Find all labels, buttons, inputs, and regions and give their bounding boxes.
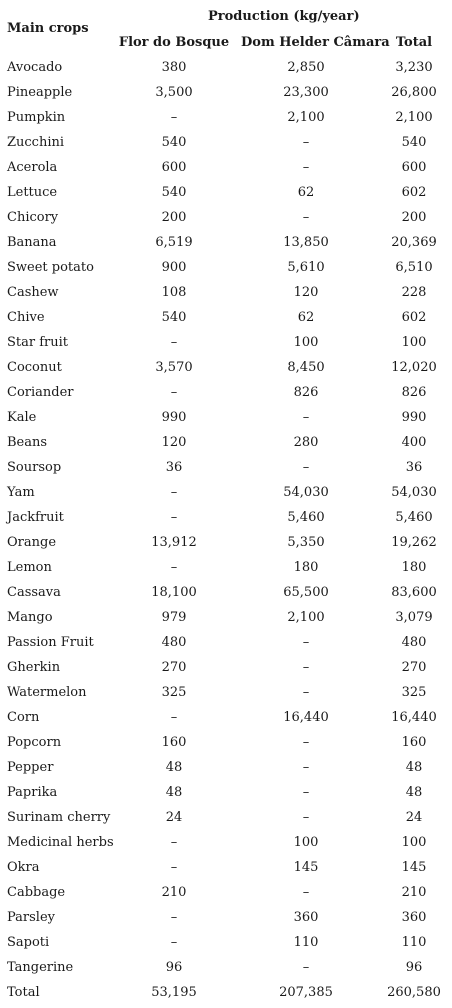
table-row <box>0 829 452 854</box>
total-value: 96 <box>405 960 423 975</box>
flor-do-bosque-value: – <box>170 335 178 350</box>
total-value: 180 <box>401 560 427 575</box>
table-row <box>0 104 452 129</box>
table-row <box>0 354 452 379</box>
table-row <box>0 779 452 804</box>
flor-do-bosque-value: 210 <box>161 885 187 900</box>
crop-name: Pumpkin <box>7 110 66 125</box>
flor-do-bosque-value: 480 <box>161 635 187 650</box>
crop-name: Total <box>7 985 40 1000</box>
table-row <box>0 229 452 254</box>
crop-name: Zucchini <box>7 135 65 150</box>
dom-helder-camara-value: 62 <box>297 310 315 325</box>
table-row <box>0 379 452 404</box>
table-row <box>0 879 452 904</box>
header-production: Production (kg/year) <box>208 9 360 24</box>
header-main-crops: Main crops <box>7 21 89 36</box>
flor-do-bosque-value: – <box>170 710 178 725</box>
dom-helder-camara-value: – <box>302 735 310 750</box>
total-value: 54,030 <box>391 485 437 500</box>
total-value: 540 <box>401 135 427 150</box>
table-row <box>0 404 452 429</box>
table-row <box>0 279 452 304</box>
flor-do-bosque-value: – <box>170 510 178 525</box>
flor-do-bosque-value: 200 <box>161 210 187 225</box>
flor-do-bosque-value: 380 <box>161 60 187 75</box>
crop-name: Avocado <box>7 60 63 75</box>
dom-helder-camara-value: 65,500 <box>283 585 329 600</box>
dom-helder-camara-value: – <box>302 685 310 700</box>
crop-name: Cabbage <box>7 885 66 900</box>
total-value: 400 <box>401 435 427 450</box>
dom-helder-camara-value: 2,100 <box>287 110 325 125</box>
crop-name: Soursop <box>7 460 62 475</box>
table-row <box>0 554 452 579</box>
flor-do-bosque-value: 36 <box>165 460 183 475</box>
crop-name: Lettuce <box>7 185 58 200</box>
total-value: 6,510 <box>395 260 433 275</box>
crop-name: Sapoti <box>7 935 50 950</box>
table-row <box>0 479 452 504</box>
crop-name: Medicinal herbs <box>7 835 114 850</box>
crop-name: Coconut <box>7 360 62 375</box>
total-value: 260,580 <box>387 985 441 1000</box>
dom-helder-camara-value: 8,450 <box>287 360 325 375</box>
table-row <box>0 604 452 629</box>
total-value: 3,230 <box>395 60 433 75</box>
dom-helder-camara-value: 23,300 <box>283 85 329 100</box>
table-row <box>0 254 452 279</box>
table-row <box>0 504 452 529</box>
dom-helder-camara-value: – <box>302 810 310 825</box>
table-row <box>0 529 452 554</box>
total-value: 145 <box>401 860 427 875</box>
table-row <box>0 154 452 179</box>
header-flor-do-bosque: Flor do Bosque <box>118 35 230 50</box>
dom-helder-camara-value: 360 <box>293 910 319 925</box>
flor-do-bosque-value: 96 <box>165 960 183 975</box>
crop-name: Orange <box>7 535 57 550</box>
table-row <box>0 129 452 154</box>
flor-do-bosque-value: 540 <box>161 135 187 150</box>
dom-helder-camara-value: 2,100 <box>287 610 325 625</box>
dom-helder-camara-value: 280 <box>293 435 319 450</box>
total-value: 360 <box>401 910 427 925</box>
dom-helder-camara-value: – <box>302 410 310 425</box>
table-row <box>0 54 452 79</box>
crop-name: Parsley <box>7 910 55 925</box>
dom-helder-camara-value: – <box>302 960 310 975</box>
table-row <box>0 904 452 929</box>
total-value: 36 <box>405 460 423 475</box>
dom-helder-camara-value: 207,385 <box>279 985 333 1000</box>
total-value: 228 <box>401 285 427 300</box>
table-row <box>0 954 452 979</box>
table-row <box>0 454 452 479</box>
table-row <box>0 429 452 454</box>
header-dom-helder-camara: Dom Helder Câmara <box>241 35 390 50</box>
crop-name: Star fruit <box>7 335 69 350</box>
table-row <box>0 704 452 729</box>
total-value: 100 <box>401 835 427 850</box>
total-value: 480 <box>401 635 427 650</box>
dom-helder-camara-value: 826 <box>293 385 319 400</box>
crop-name: Tangerine <box>7 960 74 975</box>
total-value: 602 <box>401 310 427 325</box>
crop-name: Beans <box>7 435 48 450</box>
table-header <box>0 0 452 54</box>
crop-name: Cashew <box>7 285 59 300</box>
total-value: 826 <box>401 385 427 400</box>
table-row <box>0 804 452 829</box>
flor-do-bosque-value: 3,570 <box>155 360 193 375</box>
flor-do-bosque-value: – <box>170 835 178 850</box>
dom-helder-camara-value: – <box>302 885 310 900</box>
crop-name: Paprika <box>7 785 58 800</box>
header-total: Total <box>395 35 433 50</box>
crop-name: Kale <box>7 410 37 425</box>
dom-helder-camara-value: – <box>302 660 310 675</box>
crop-name: Popcorn <box>7 735 62 750</box>
dom-helder-camara-value: – <box>302 635 310 650</box>
table-row <box>0 304 452 329</box>
table-body <box>0 54 452 1004</box>
total-value: 110 <box>401 935 427 950</box>
total-value: 48 <box>405 785 423 800</box>
table-row <box>0 729 452 754</box>
flor-do-bosque-value: 990 <box>161 410 187 425</box>
flor-do-bosque-value: – <box>170 935 178 950</box>
table-row <box>0 854 452 879</box>
crop-name: Cassava <box>7 585 61 600</box>
crop-name: Pineapple <box>7 85 73 100</box>
flor-do-bosque-value: 540 <box>161 185 187 200</box>
dom-helder-camara-value: – <box>302 760 310 775</box>
crop-name: Sweet potato <box>7 260 94 275</box>
crop-name: Pepper <box>7 760 54 775</box>
total-value: 26,800 <box>391 85 437 100</box>
total-value: 325 <box>401 685 427 700</box>
flor-do-bosque-value: – <box>170 860 178 875</box>
dom-helder-camara-value: – <box>302 785 310 800</box>
table-row <box>0 679 452 704</box>
table-row <box>0 579 452 604</box>
dom-helder-camara-value: 110 <box>293 935 319 950</box>
table-row <box>0 179 452 204</box>
flor-do-bosque-value: – <box>170 910 178 925</box>
flor-do-bosque-value: 3,500 <box>155 85 193 100</box>
total-value: 100 <box>401 335 427 350</box>
table-row <box>0 329 452 354</box>
flor-do-bosque-value: 24 <box>165 810 183 825</box>
table-row <box>0 629 452 654</box>
crop-name: Okra <box>7 860 40 875</box>
flor-do-bosque-value: 13,912 <box>151 535 197 550</box>
table-row <box>0 929 452 954</box>
total-value: 990 <box>401 410 427 425</box>
flor-do-bosque-value: 270 <box>161 660 187 675</box>
flor-do-bosque-value: 53,195 <box>151 985 197 1000</box>
total-value: 12,020 <box>391 360 437 375</box>
total-value: 19,262 <box>391 535 437 550</box>
dom-helder-camara-value: 16,440 <box>283 710 329 725</box>
crop-name: Passion Fruit <box>7 635 94 650</box>
crop-name: Corn <box>7 710 40 725</box>
total-value: 270 <box>401 660 427 675</box>
crop-name: Chive <box>7 310 45 325</box>
crop-name: Banana <box>7 235 57 250</box>
flor-do-bosque-value: 108 <box>161 285 187 300</box>
flor-do-bosque-value: 900 <box>161 260 187 275</box>
table-row <box>0 654 452 679</box>
crop-name: Yam <box>7 485 35 500</box>
flor-do-bosque-value: 6,519 <box>155 235 193 250</box>
dom-helder-camara-value: 5,460 <box>287 510 325 525</box>
total-value: 3,079 <box>395 610 433 625</box>
total-value: 160 <box>401 735 427 750</box>
total-value: 20,369 <box>391 235 437 250</box>
crop-name: Mango <box>7 610 53 625</box>
flor-do-bosque-value: 160 <box>161 735 187 750</box>
total-value: 600 <box>401 160 427 175</box>
flor-do-bosque-value: 979 <box>161 610 187 625</box>
flor-do-bosque-value: 48 <box>165 785 183 800</box>
flor-do-bosque-value: 18,100 <box>151 585 197 600</box>
dom-helder-camara-value: 100 <box>293 835 319 850</box>
flor-do-bosque-value: 325 <box>161 685 187 700</box>
flor-do-bosque-value: – <box>170 485 178 500</box>
dom-helder-camara-value: 2,850 <box>287 60 325 75</box>
dom-helder-camara-value: – <box>302 210 310 225</box>
dom-helder-camara-value: – <box>302 460 310 475</box>
dom-helder-camara-value: 54,030 <box>283 485 329 500</box>
total-value: 83,600 <box>391 585 437 600</box>
total-value: 24 <box>405 810 423 825</box>
total-value: 2,100 <box>395 110 433 125</box>
dom-helder-camara-value: – <box>302 160 310 175</box>
crop-name: Gherkin <box>7 660 61 675</box>
crop-name: Coriander <box>7 385 74 400</box>
total-value: 48 <box>405 760 423 775</box>
crop-name: Acerola <box>7 160 58 175</box>
flor-do-bosque-value: – <box>170 560 178 575</box>
total-value: 210 <box>401 885 427 900</box>
crop-name: Jackfruit <box>7 510 64 525</box>
total-value: 602 <box>401 185 427 200</box>
crop-name: Watermelon <box>7 685 87 700</box>
dom-helder-camara-value: 13,850 <box>283 235 329 250</box>
dom-helder-camara-value: 5,350 <box>287 535 325 550</box>
dom-helder-camara-value: 145 <box>293 860 319 875</box>
table-row <box>0 754 452 779</box>
dom-helder-camara-value: 100 <box>293 335 319 350</box>
table-row <box>0 79 452 104</box>
flor-do-bosque-value: – <box>170 110 178 125</box>
flor-do-bosque-value: 48 <box>165 760 183 775</box>
flor-do-bosque-value: – <box>170 385 178 400</box>
total-value: 16,440 <box>391 710 437 725</box>
dom-helder-camara-value: 180 <box>293 560 319 575</box>
crop-name: Lemon <box>7 560 52 575</box>
flor-do-bosque-value: 540 <box>161 310 187 325</box>
crop-name: Chicory <box>7 210 59 225</box>
crop-name: Surinam cherry <box>7 810 111 825</box>
dom-helder-camara-value: – <box>302 135 310 150</box>
total-value: 200 <box>401 210 427 225</box>
flor-do-bosque-value: 600 <box>161 160 187 175</box>
dom-helder-camara-value: 120 <box>293 285 319 300</box>
total-value: 5,460 <box>395 510 433 525</box>
dom-helder-camara-value: 62 <box>297 185 315 200</box>
flor-do-bosque-value: 120 <box>161 435 187 450</box>
table-row <box>0 204 452 229</box>
dom-helder-camara-value: 5,610 <box>287 260 325 275</box>
table-row <box>0 979 452 1004</box>
